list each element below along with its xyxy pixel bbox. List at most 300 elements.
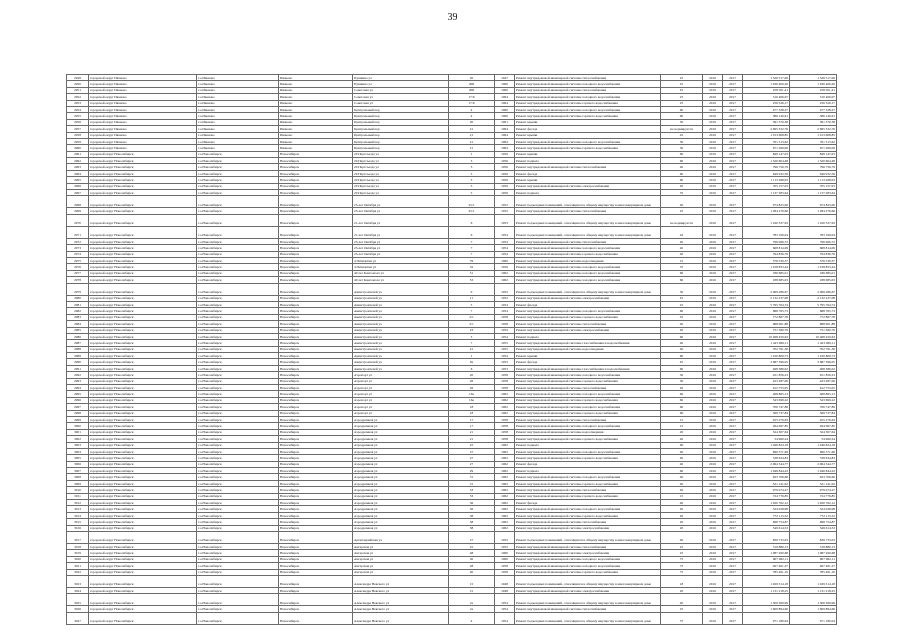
start-year-cell: 2016 bbox=[703, 391, 723, 397]
street-cell: Ангарская ул bbox=[353, 569, 449, 575]
total-cost-cell: 310 406,07 bbox=[790, 94, 837, 100]
district-cell: городской округ Новосибирск bbox=[89, 544, 197, 550]
start-year-cell: 2016 bbox=[703, 429, 723, 435]
service-life-cell: 60 bbox=[661, 308, 703, 314]
row-number-cell: 2989 bbox=[67, 353, 89, 359]
end-year-cell: 2017 bbox=[723, 177, 743, 183]
street-cell: Центральный пер bbox=[353, 126, 449, 132]
total-cost-cell: 1 046 824,18 bbox=[790, 442, 837, 448]
row-number-cell: 3027 bbox=[67, 612, 89, 624]
house-number-cell: 7 bbox=[449, 308, 495, 314]
cost-cell: 705 157,03 bbox=[743, 183, 790, 189]
street-cell: Аэродромная ул bbox=[353, 480, 449, 486]
end-year-cell: 2017 bbox=[723, 264, 743, 270]
end-year-cell: 2017 bbox=[723, 594, 743, 606]
cost-cell: 1 220 809,73 bbox=[743, 353, 790, 359]
street-cell: 40 лет Комсомола ул bbox=[353, 277, 449, 283]
house-number-cell: 7 bbox=[449, 251, 495, 257]
build-year-cell: 1958 bbox=[495, 416, 515, 422]
cost-cell: 3 687 396,05 bbox=[743, 359, 790, 365]
end-year-cell: 2017 bbox=[723, 196, 743, 208]
street-cell: 20 Партсъезда ул bbox=[353, 190, 449, 196]
cost-cell: 794 836,76 bbox=[743, 251, 790, 257]
work-description-cell: Ремонт внутридомовой инженерной системы теплоснабжения bbox=[515, 385, 661, 391]
total-cost-cell: 1 306 369,99 bbox=[790, 594, 837, 606]
street-cell: 20 Партсъезда ул bbox=[353, 170, 449, 176]
work-description-cell: Ремонт внутридомовой инженерной системы холодного водоснабжения bbox=[515, 106, 661, 112]
end-year-cell: 2017 bbox=[723, 238, 743, 244]
settlement-cell: Новосибирск bbox=[279, 404, 353, 410]
district-cell: городской округ Новосибирск bbox=[89, 264, 197, 270]
street-cell: 20 Партсъезда ул bbox=[353, 151, 449, 157]
work-description-cell: Ремонт подвала bbox=[515, 442, 661, 448]
service-life-cell: 40 bbox=[661, 455, 703, 461]
district-cell: городской округ Новосибирск bbox=[89, 525, 197, 531]
street-cell: Аэродромная ул bbox=[353, 506, 449, 512]
service-life-cell: 20 bbox=[661, 506, 703, 512]
street-cell: Аэропорт ул bbox=[353, 385, 449, 391]
settlement-cell: Новосибирск bbox=[279, 416, 353, 422]
work-description-cell: Ремонт подъездных помещений, относящихся к общему имуществу в многоквартирном доме bbox=[515, 226, 661, 238]
work-description-cell: Ремонт внутридомовой инженерной системы газоснабжения и водоснабжения bbox=[515, 365, 661, 371]
settlement-cell: Новосибирск bbox=[279, 372, 353, 378]
build-year-cell: 1958 bbox=[495, 321, 515, 327]
start-year-cell: 2016 bbox=[703, 569, 723, 575]
total-cost-cell: 1 113 268,03 bbox=[790, 177, 837, 183]
work-description-cell: Ремонт внутридомовой инженерной системы горячего водоснабжения bbox=[515, 436, 661, 442]
build-year-cell: 1954 bbox=[495, 301, 515, 307]
total-cost-cell: 907 962,11 bbox=[790, 556, 837, 562]
settlement-cell: Новосибирск bbox=[279, 461, 353, 467]
city-cell: г.о.Новосибирск bbox=[197, 587, 279, 593]
district-cell: городской округ Новосибирск bbox=[89, 346, 197, 352]
house-number-cell: 5 bbox=[449, 183, 495, 189]
house-number-cell: 3 bbox=[449, 158, 495, 164]
district-cell: городской округ Новосибирск bbox=[89, 391, 197, 397]
end-year-cell: 2017 bbox=[723, 575, 743, 587]
settlement-cell: Новосибирск bbox=[279, 295, 353, 301]
district-cell: городской округ Новосибирск bbox=[89, 404, 197, 410]
street-cell: Аэропорт ул bbox=[353, 391, 449, 397]
house-number-cell: 21 bbox=[449, 145, 495, 151]
service-life-cell: не нормируется bbox=[661, 126, 703, 132]
street-cell: 21-лет Октября ул bbox=[353, 226, 449, 238]
cost-cell: 690 571,69 bbox=[743, 448, 790, 454]
start-year-cell: 2016 bbox=[703, 321, 723, 327]
district-cell: городской округ Новосибирск bbox=[89, 378, 197, 384]
settlement-cell: Новосибирск bbox=[279, 397, 353, 403]
work-description-cell: Ремонт внутридомовой инженерной системы холодного водоснабжения bbox=[515, 506, 661, 512]
total-cost-cell: 839 733,03 bbox=[790, 532, 837, 544]
service-life-cell: 25 bbox=[661, 606, 703, 612]
start-year-cell: 2016 bbox=[703, 295, 723, 301]
build-year-cell: 1954 bbox=[495, 353, 515, 359]
settlement-cell: Новосибирск bbox=[279, 487, 353, 493]
row-number-cell: 2968 bbox=[67, 196, 89, 208]
row-number-cell: 3006 bbox=[67, 461, 89, 467]
house-number-cell: 17 bbox=[449, 423, 495, 429]
row-number-cell: 2951 bbox=[67, 87, 89, 93]
district-cell: городской округ Новосибирск bbox=[89, 487, 197, 493]
cost-cell: 468 865,13 bbox=[743, 391, 790, 397]
row-number-cell: 2990 bbox=[67, 359, 89, 365]
cost-cell: 455 276,63 bbox=[743, 416, 790, 422]
table-row bbox=[67, 575, 837, 587]
service-life-cell: 50 bbox=[661, 283, 703, 295]
row-number-cell: 2997 bbox=[67, 404, 89, 410]
settlement-cell: Новосибирск bbox=[279, 410, 353, 416]
street-cell: Аэродромная ул bbox=[353, 519, 449, 525]
district-cell: городской округ Новосибирск bbox=[89, 455, 197, 461]
street-cell: Аэродромная ул bbox=[353, 468, 449, 474]
service-life-cell: 60 bbox=[661, 270, 703, 276]
build-year-cell: 1962 bbox=[495, 525, 515, 531]
row-number-cell: 2991 bbox=[67, 365, 89, 371]
build-year-cell: 1962 bbox=[495, 480, 515, 486]
house-number-cell: 6 bbox=[449, 214, 495, 226]
row-number-cell: 3015 bbox=[67, 519, 89, 525]
house-number-cell: 7 bbox=[449, 245, 495, 251]
cost-cell: 1 423 069,11 bbox=[743, 340, 790, 346]
work-description-cell: Ремонт внутридомовой инженерной системы водоотведения bbox=[515, 257, 661, 263]
service-life-cell: 40 bbox=[661, 321, 703, 327]
row-number-cell: 2950 bbox=[67, 81, 89, 87]
settlement-cell: Новосибирск bbox=[279, 177, 353, 183]
cost-cell: 386 140,61 bbox=[743, 113, 790, 119]
cost-cell: 319 880,13 bbox=[743, 544, 790, 550]
row-number-cell: 2967 bbox=[67, 190, 89, 196]
house-number-cell: 21 bbox=[449, 126, 495, 132]
table-row bbox=[67, 594, 837, 606]
start-year-cell: 2016 bbox=[703, 612, 723, 624]
build-year-cell: 1954 bbox=[495, 594, 515, 606]
street-cell: Аэропорт ул bbox=[353, 410, 449, 416]
work-description-cell: Ремонт внутридомовой инженерной системы теплоснабжения bbox=[515, 164, 661, 170]
build-year-cell: 1962 bbox=[495, 500, 515, 506]
work-description-cell: Ремонт подъездных помещений, относящихся к общему имуществу в многоквартирном доме bbox=[515, 214, 661, 226]
service-life-cell: 40 bbox=[661, 594, 703, 606]
street-cell: Аэропорт ул bbox=[353, 397, 449, 403]
street-cell: Центральный пер bbox=[353, 119, 449, 125]
service-life-cell: 25 bbox=[661, 75, 703, 81]
start-year-cell: 2016 bbox=[703, 100, 723, 106]
work-description-cell: Ремонт крыши bbox=[515, 177, 661, 183]
city-cell: г.о.Новосибирск bbox=[197, 461, 279, 467]
start-year-cell: 2016 bbox=[703, 190, 723, 196]
settlement-cell: Новосибирск bbox=[279, 214, 353, 226]
total-cost-cell: 1 160 337,63 bbox=[790, 214, 837, 226]
service-life-cell: 20 bbox=[661, 429, 703, 435]
work-description-cell: Ремонт подвала bbox=[515, 158, 661, 164]
work-description-cell: Ремонт внутридомовой инженерной системы теплоснабжения bbox=[515, 208, 661, 214]
end-year-cell: 2017 bbox=[723, 544, 743, 550]
cost-cell: 612 753,05 bbox=[743, 385, 790, 391]
street-cell: Александра Невского ул bbox=[353, 575, 449, 587]
house-number-cell: 7 bbox=[449, 238, 495, 244]
street-cell: Центральный пер bbox=[353, 132, 449, 138]
total-cost-cell: 688 901,88 bbox=[790, 321, 837, 327]
city-cell: г.о.Новосибирск bbox=[197, 378, 279, 384]
street-cell: 25-лет Октября ул bbox=[353, 238, 449, 244]
district-cell: городской округ Новосибирск bbox=[89, 365, 197, 371]
total-cost-cell: 468 386,02 bbox=[790, 365, 837, 371]
end-year-cell: 2017 bbox=[723, 372, 743, 378]
total-cost-cell: 1 137 283,64 bbox=[790, 190, 837, 196]
cost-cell: 521 141,02 bbox=[743, 480, 790, 486]
settlement-cell: Новосибирск bbox=[279, 151, 353, 157]
build-year-cell: 1960 bbox=[495, 257, 515, 263]
service-life-cell: 20 bbox=[661, 183, 703, 189]
start-year-cell: 2016 bbox=[703, 594, 723, 606]
repair-schedule-table bbox=[66, 74, 837, 625]
work-description-cell: Ремонт внутридомовой инженерной системы теплоснабжения bbox=[515, 519, 661, 525]
house-number-cell: 26 bbox=[449, 385, 495, 391]
settlement-cell: Новосибирск bbox=[279, 500, 353, 506]
service-life-cell: 25 bbox=[661, 81, 703, 87]
end-year-cell: 2017 bbox=[723, 190, 743, 196]
house-number-cell: 25 bbox=[449, 442, 495, 448]
end-year-cell: 2017 bbox=[723, 512, 743, 518]
start-year-cell: 2016 bbox=[703, 587, 723, 593]
start-year-cell: 2016 bbox=[703, 519, 723, 525]
city-cell: г.о.Новосибирск bbox=[197, 550, 279, 556]
start-year-cell: 2016 bbox=[703, 106, 723, 112]
city-cell: г.о.Новосибирск bbox=[197, 183, 279, 189]
start-year-cell: 2016 bbox=[703, 461, 723, 467]
row-number-cell: 2981 bbox=[67, 301, 89, 307]
cost-cell: 849 147,03 bbox=[743, 151, 790, 157]
cost-cell: 772 867,78 bbox=[743, 314, 790, 320]
start-year-cell: 2016 bbox=[703, 158, 723, 164]
total-cost-cell: 467 461,27 bbox=[790, 563, 837, 569]
build-year-cell: 1960 bbox=[495, 81, 515, 87]
end-year-cell: 2017 bbox=[723, 346, 743, 352]
row-number-cell: 3002 bbox=[67, 436, 89, 442]
end-year-cell: 2017 bbox=[723, 270, 743, 276]
service-life-cell: 45 bbox=[661, 314, 703, 320]
street-cell: Аэродромная ул bbox=[353, 525, 449, 531]
build-year-cell: 1964 bbox=[495, 145, 515, 151]
row-number-cell: 2970 bbox=[67, 214, 89, 226]
service-life-cell: 60 bbox=[661, 353, 703, 359]
total-cost-cell: 386 140,61 bbox=[790, 113, 837, 119]
district-cell: городской округ Новосибирск bbox=[89, 170, 197, 176]
cost-cell: 310 406,07 bbox=[743, 94, 790, 100]
service-life-cell: 25 bbox=[661, 87, 703, 93]
cost-cell: 1 046 824,18 bbox=[743, 442, 790, 448]
cost-cell: 1 029 314,18 bbox=[743, 575, 790, 587]
work-description-cell: Ремонт фасада bbox=[515, 126, 661, 132]
end-year-cell: 2017 bbox=[723, 480, 743, 486]
house-number-cell: 20Б bbox=[449, 87, 495, 93]
city-cell: г.о.Новосибирск bbox=[197, 385, 279, 391]
service-life-cell: 75 bbox=[661, 556, 703, 562]
service-life-cell: 25 bbox=[661, 550, 703, 556]
cost-cell: 423 287,06 bbox=[743, 378, 790, 384]
row-number-cell: 2972 bbox=[67, 238, 89, 244]
row-number-cell: 2963 bbox=[67, 164, 89, 170]
total-cost-cell: 538 634,83 bbox=[790, 455, 837, 461]
cost-cell: 1 320 604,48 bbox=[743, 158, 790, 164]
settlement-cell: Иваново bbox=[279, 106, 353, 112]
work-description-cell: Ремонт внутридомовой инженерной системы холодного водоснабжения bbox=[515, 474, 661, 480]
service-life-cell: 20 bbox=[661, 587, 703, 593]
total-cost-cell: 623 706,66 bbox=[790, 474, 837, 480]
work-description-cell: Ремонт внутридомовой инженерной системы горячего водоснабжения bbox=[515, 493, 661, 499]
settlement-cell: Новосибирск bbox=[279, 525, 353, 531]
service-life-cell: 20 bbox=[661, 519, 703, 525]
work-description-cell: Ремонт внутридомовой инженерной системы холодного водоснабжения bbox=[515, 264, 661, 270]
settlement-cell: Новосибирск bbox=[279, 301, 353, 307]
service-life-cell: не нормируется bbox=[661, 214, 703, 226]
service-life-cell: 70 bbox=[661, 264, 703, 270]
service-life-cell: 40 bbox=[661, 346, 703, 352]
start-year-cell: 2016 bbox=[703, 264, 723, 270]
settlement-cell: Новосибирск bbox=[279, 587, 353, 593]
house-number-cell: 53 bbox=[449, 277, 495, 283]
row-number-cell: 2994 bbox=[67, 385, 89, 391]
build-year-cell: 1948 bbox=[495, 575, 515, 587]
street-cell: Авиастроителей ул bbox=[353, 283, 449, 295]
service-life-cell: 60 bbox=[661, 151, 703, 157]
city-cell: г.о.Новосибирск bbox=[197, 346, 279, 352]
row-number-cell: 2975 bbox=[67, 257, 89, 263]
work-description-cell: Ремонт внутридомовой инженерной системы холодного водоснабжения bbox=[515, 308, 661, 314]
settlement-cell: Новосибирск bbox=[279, 327, 353, 333]
cost-cell: 979 074,27 bbox=[743, 487, 790, 493]
build-year-cell: 1962 bbox=[495, 455, 515, 461]
city-cell: г.о.Иваново bbox=[197, 81, 279, 87]
service-life-cell: 25 bbox=[661, 301, 703, 307]
end-year-cell: 2017 bbox=[723, 455, 743, 461]
district-cell: городской округ Новосибирск bbox=[89, 301, 197, 307]
start-year-cell: 2016 bbox=[703, 196, 723, 208]
city-cell: г.о.Новосибирск bbox=[197, 158, 279, 164]
district-cell: городской округ Новосибирск bbox=[89, 214, 197, 226]
service-life-cell: 60 bbox=[661, 468, 703, 474]
end-year-cell: 2017 bbox=[723, 314, 743, 320]
city-cell: г.о.Новосибирск bbox=[197, 164, 279, 170]
city-cell: г.о.Новосибирск bbox=[197, 506, 279, 512]
build-year-cell: 1956 bbox=[495, 264, 515, 270]
build-year-cell: 1961 bbox=[495, 119, 515, 125]
work-description-cell: Ремонт внутридомовой инженерной системы теплоснабжения bbox=[515, 87, 661, 93]
settlement-cell: Иваново bbox=[279, 119, 353, 125]
district-cell: городской округ Новосибирск bbox=[89, 164, 197, 170]
total-cost-cell: 671 269,09 bbox=[790, 145, 837, 151]
district-cell: городской округ Новосибирск bbox=[89, 480, 197, 486]
service-life-cell: 60 bbox=[661, 410, 703, 416]
total-cost-cell: 1 029 314,18 bbox=[790, 575, 837, 587]
city-cell: г.о.Новосибирск bbox=[197, 525, 279, 531]
city-cell: г.о.Новосибирск bbox=[197, 295, 279, 301]
build-year-cell: 1960 bbox=[495, 87, 515, 93]
build-year-cell: 1960 bbox=[495, 550, 515, 556]
row-number-cell: 2949 bbox=[67, 75, 89, 81]
street-cell: 25-лет Октября ул bbox=[353, 196, 449, 208]
start-year-cell: 2016 bbox=[703, 365, 723, 371]
total-cost-cell: 258 501,41 bbox=[790, 87, 837, 93]
build-year-cell: 1962 bbox=[495, 461, 515, 467]
street-cell: Ангарская ул bbox=[353, 544, 449, 550]
settlement-cell: Новосибирск bbox=[279, 448, 353, 454]
street-cell: Аэропорт ул bbox=[353, 372, 449, 378]
row-number-cell: 3004 bbox=[67, 448, 89, 454]
district-cell: городской округ Новосибирск bbox=[89, 158, 197, 164]
cost-cell: 5 795 764,74 bbox=[743, 301, 790, 307]
service-life-cell: 50 bbox=[661, 145, 703, 151]
city-cell: г.о.Новосибирск bbox=[197, 333, 279, 339]
cost-cell: 1 636 406,26 bbox=[743, 81, 790, 87]
start-year-cell: 2016 bbox=[703, 238, 723, 244]
city-cell: г.о.Новосибирск bbox=[197, 544, 279, 550]
street-cell: 20 Партсъезда ул bbox=[353, 164, 449, 170]
end-year-cell: 2017 bbox=[723, 519, 743, 525]
work-description-cell: Ремонт крыши bbox=[515, 132, 661, 138]
total-cost-cell: 688 765,73 bbox=[790, 308, 837, 314]
row-number-cell: 3008 bbox=[67, 474, 89, 480]
cost-cell: 974 823,06 bbox=[743, 196, 790, 208]
end-year-cell: 2017 bbox=[723, 75, 743, 81]
total-cost-cell: 264 067,85 bbox=[790, 423, 837, 429]
start-year-cell: 2016 bbox=[703, 145, 723, 151]
settlement-cell: Новосибирск bbox=[279, 251, 353, 257]
page-number: 39 bbox=[447, 12, 458, 23]
service-life-cell: 40 bbox=[661, 245, 703, 251]
street-cell: Артиллерийская ул bbox=[353, 532, 449, 544]
build-year-cell: 1962 bbox=[495, 442, 515, 448]
cost-cell: 324 028,98 bbox=[743, 506, 790, 512]
start-year-cell: 2016 bbox=[703, 468, 723, 474]
row-number-cell: 3007 bbox=[67, 468, 89, 474]
total-cost-cell: 2 069 286,67 bbox=[790, 283, 837, 295]
total-cost-cell: 2 064 544,77 bbox=[790, 461, 837, 467]
district-cell: городской округ Новосибирск bbox=[89, 569, 197, 575]
city-cell: г.о.Новосибирск bbox=[197, 257, 279, 263]
start-year-cell: 2016 bbox=[703, 525, 723, 531]
settlement-cell: Новосибирск bbox=[279, 385, 353, 391]
city-cell: г.о.Новосибирск bbox=[197, 569, 279, 575]
cost-cell: 264 067,85 bbox=[743, 423, 790, 429]
start-year-cell: 2016 bbox=[703, 226, 723, 238]
settlement-cell: Новосибирск bbox=[279, 550, 353, 556]
house-number-cell: 38 bbox=[449, 519, 495, 525]
total-cost-cell: 612 753,05 bbox=[790, 385, 837, 391]
row-number-cell: 2996 bbox=[67, 397, 89, 403]
build-year-cell: 1958 bbox=[495, 423, 515, 429]
end-year-cell: 2017 bbox=[723, 487, 743, 493]
total-cost-cell: 1 046 844,22 bbox=[790, 468, 837, 474]
street-cell: Ангарская ул bbox=[353, 556, 449, 562]
street-cell: Александра Невского ул bbox=[353, 587, 449, 593]
row-number-cell: 2979 bbox=[67, 283, 89, 295]
work-description-cell: Ремонт внутридомовой инженерной системы холодного водоснабжения bbox=[515, 563, 661, 569]
start-year-cell: 2016 bbox=[703, 556, 723, 562]
cost-cell: 543 699,22 bbox=[743, 397, 790, 403]
total-cost-cell: 54 960,24 bbox=[790, 436, 837, 442]
district-cell: городской округ Новосибирск bbox=[89, 208, 197, 214]
build-year-cell: 1947 bbox=[495, 75, 515, 81]
city-cell: г.о.Новосибирск bbox=[197, 416, 279, 422]
house-number-cell: 16а bbox=[449, 391, 495, 397]
build-year-cell: 1956 bbox=[495, 151, 515, 157]
work-description-cell: Ремонт внутридомовой инженерной системы электроснабжения bbox=[515, 295, 661, 301]
end-year-cell: 2017 bbox=[723, 423, 743, 429]
row-number-cell: 3018 bbox=[67, 544, 89, 550]
city-cell: г.о.Новосибирск bbox=[197, 480, 279, 486]
end-year-cell: 2017 bbox=[723, 277, 743, 283]
start-year-cell: 2016 bbox=[703, 170, 723, 176]
